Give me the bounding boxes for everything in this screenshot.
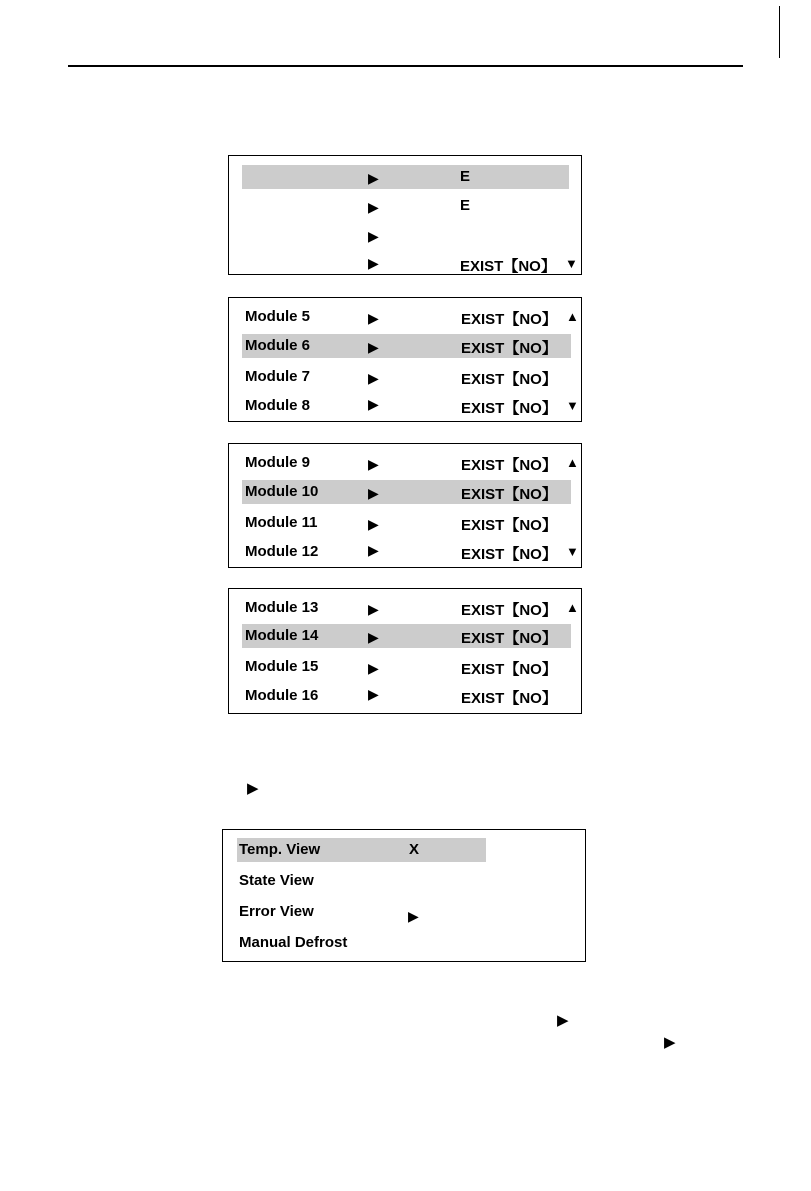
row-value: X <box>409 841 420 858</box>
menu-row[interactable] <box>223 900 585 924</box>
lcd-screen-modules-13-16 <box>228 588 582 714</box>
row-label: Module 13 <box>245 599 319 616</box>
menu-row[interactable] <box>229 451 581 475</box>
row-label: Module 5 <box>245 308 311 325</box>
menu-row[interactable] <box>229 540 581 564</box>
row-label: Module 6 <box>245 337 311 354</box>
scroll-down-icon: ▼ <box>566 544 579 559</box>
right-arrow-icon: ▶ <box>368 516 379 532</box>
row-label: Error View <box>239 903 314 920</box>
row-value: EXIST【NO】 <box>461 340 557 357</box>
row-value: EXIST【NO】 <box>460 258 556 275</box>
row-label: Module 9 <box>245 454 311 471</box>
scroll-down-icon: ▼ <box>565 256 578 271</box>
row-value: EXIST【NO】 <box>461 486 557 503</box>
row-label: Module 16 <box>245 687 319 704</box>
lcd-screen-modules-1-4 <box>228 155 582 275</box>
menu-row[interactable] <box>229 394 581 418</box>
right-arrow-icon: ▶ <box>408 908 419 924</box>
right-arrow-icon: ▶ <box>368 370 379 386</box>
right-arrow-icon: ▶ <box>368 255 379 271</box>
row-value: EXIST【NO】 <box>461 517 557 534</box>
row-label: Module 10 <box>245 483 319 500</box>
row-value: EXIST【NO】 <box>461 602 557 619</box>
row-label: Module 8 <box>245 397 311 414</box>
menu-row[interactable] <box>223 869 585 893</box>
right-arrow-icon: ▶ <box>557 1012 569 1029</box>
lcd-screen-modules-5-8 <box>228 297 582 422</box>
row-label: Temp. View <box>239 841 321 858</box>
row-label: State View <box>239 872 314 889</box>
scroll-up-icon: ▲ <box>566 309 579 324</box>
right-arrow-icon: ▶ <box>368 170 379 186</box>
menu-row[interactable] <box>229 655 581 679</box>
menu-row[interactable] <box>229 480 581 504</box>
menu-row[interactable] <box>229 596 581 620</box>
row-value: EXIST【NO】 <box>461 457 557 474</box>
menu-row[interactable] <box>229 684 581 708</box>
right-arrow-icon: ▶ <box>368 601 379 617</box>
menu-row[interactable] <box>229 305 581 329</box>
right-arrow-icon: ▶ <box>368 686 379 702</box>
row-label: Module 7 <box>245 368 311 385</box>
row-value: E <box>460 197 471 214</box>
menu-row[interactable] <box>229 252 581 276</box>
menu-row[interactable] <box>229 334 581 358</box>
row-label: Module 15 <box>245 658 319 675</box>
right-arrow-icon: ▶ <box>368 542 379 558</box>
right-arrow-icon: ▶ <box>368 456 379 472</box>
menu-row[interactable] <box>223 838 585 862</box>
right-arrow-icon: ▶ <box>368 396 379 412</box>
right-arrow-icon: ▶ <box>368 629 379 645</box>
scroll-up-icon: ▲ <box>566 600 579 615</box>
row-value: EXIST【NO】 <box>461 311 557 328</box>
row-value: E <box>460 168 471 185</box>
row-label: Module 11 <box>245 514 318 531</box>
row-label: Module 14 <box>245 627 319 644</box>
menu-row[interactable] <box>229 365 581 389</box>
right-arrow-icon: ▶ <box>247 780 259 797</box>
right-arrow-icon: ▶ <box>368 310 379 326</box>
right-arrow-icon: ▶ <box>368 228 379 244</box>
right-arrow-icon: ▶ <box>368 485 379 501</box>
row-label: Manual Defrost <box>239 934 348 951</box>
row-value: EXIST【NO】 <box>461 400 557 417</box>
menu-row[interactable] <box>229 165 581 189</box>
crop-mark-top-right <box>779 6 780 58</box>
row-value: EXIST【NO】 <box>461 371 557 388</box>
scroll-up-icon: ▲ <box>566 455 579 470</box>
selection-highlight <box>242 165 569 189</box>
row-value: EXIST【NO】 <box>461 546 557 563</box>
right-arrow-icon: ▶ <box>368 339 379 355</box>
row-label: Module 12 <box>245 543 319 560</box>
menu-row[interactable] <box>229 223 581 247</box>
menu-row[interactable] <box>229 194 581 218</box>
lcd-screen-main-menu <box>222 829 586 962</box>
row-value: EXIST【NO】 <box>461 661 557 678</box>
menu-row[interactable] <box>223 931 585 955</box>
right-arrow-icon: ▶ <box>664 1034 676 1051</box>
lcd-screen-modules-9-12 <box>228 443 582 568</box>
menu-row[interactable] <box>229 624 581 648</box>
row-value: EXIST【NO】 <box>461 630 557 647</box>
right-arrow-icon: ▶ <box>368 199 379 215</box>
scroll-down-icon: ▼ <box>566 398 579 413</box>
header-rule <box>68 65 743 67</box>
menu-row[interactable] <box>229 511 581 535</box>
right-arrow-icon: ▶ <box>368 660 379 676</box>
row-value: EXIST【NO】 <box>461 690 557 707</box>
